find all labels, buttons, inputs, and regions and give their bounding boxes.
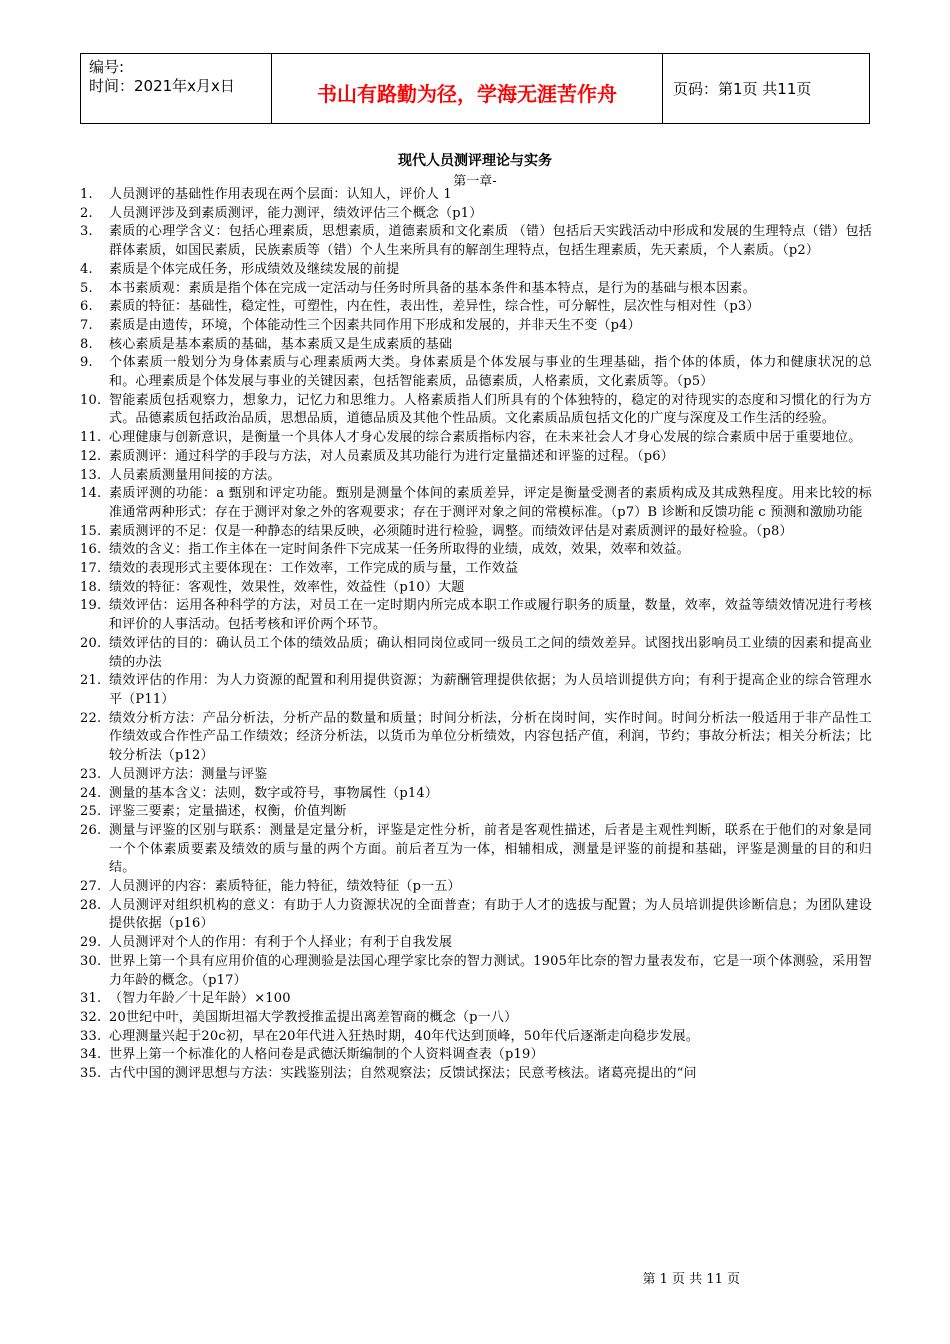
item-text: 智能素质包括观察力，想象力，记忆力和思维力。人格素质指人们所具有的个体独特的，稳定的对待现实的态度和习惯化的行为方式。品德素质包括政治品质，思想品质，道德品质及其他个性品质。文化素质品质包括文化的广度与深度及工作生活的经验。 xyxy=(109,392,872,427)
list-item xyxy=(80,541,872,560)
item-number: 27. xyxy=(80,879,102,895)
list-item xyxy=(80,336,872,355)
item-number: 25. xyxy=(80,804,102,820)
list-item xyxy=(80,1009,872,1028)
item-number: 10. xyxy=(80,392,102,408)
list-item xyxy=(80,597,872,634)
item-number: 23. xyxy=(80,766,102,782)
list-item xyxy=(80,878,872,897)
item-number: 22. xyxy=(80,710,102,726)
list-item xyxy=(80,186,872,205)
item-number: 24. xyxy=(80,785,102,801)
item-number: 1. xyxy=(80,187,93,202)
item-text: 人员测评涉及到素质测评，能力测评，绩效评估三个概念（p1） xyxy=(109,205,483,221)
item-text: 绩效的含义：指工作主体在一定时间条件下完成某一任务所取得的业绩，成效，效果，效率和效益。 xyxy=(109,542,690,558)
list-item xyxy=(80,1065,872,1084)
list-item xyxy=(80,803,872,822)
motto-cell xyxy=(272,54,663,124)
page-info: 页码：第1页 共11页 xyxy=(673,80,812,98)
item-number: 17. xyxy=(80,561,102,577)
list-item xyxy=(80,429,872,448)
item-text: 绩效的特征：客观性，效果性，效率性，效益性（p10）大题 xyxy=(109,579,465,595)
list-item xyxy=(80,822,872,878)
list-item xyxy=(80,934,872,953)
list-item xyxy=(80,579,872,598)
header-table xyxy=(80,53,870,124)
item-number: 12. xyxy=(80,448,102,464)
item-number: 6. xyxy=(80,299,93,315)
item-text: 素质测评的不足：仅是一种静态的结果反映，必须随时进行检验，调整。而绩效评估是对素质测评的最好检验。（p8） xyxy=(109,523,793,539)
item-number: 34. xyxy=(80,1047,102,1063)
item-number: 13. xyxy=(80,467,102,483)
item-text: 20世纪中叶，美国斯坦福大学教授推孟提出离差智商的概念（p一八） xyxy=(109,1009,518,1025)
list-item xyxy=(80,392,872,429)
list-item xyxy=(80,897,872,934)
motto-text: 书山有路勤为径，学海无涯苦作舟 xyxy=(317,82,617,106)
list-item xyxy=(80,205,872,224)
page-info-cell xyxy=(663,54,870,124)
list-item xyxy=(80,467,872,486)
list-item xyxy=(80,523,872,542)
page-footer: 第 1 页 共 11 页 xyxy=(642,1272,740,1287)
item-text: 测量的基本含义：法则，数字或符号，事物属性（p14） xyxy=(109,785,439,801)
list-item xyxy=(80,1046,872,1065)
list-item xyxy=(80,672,872,709)
list-item xyxy=(80,298,872,317)
item-number: 35. xyxy=(80,1066,102,1082)
item-text: 人员测评的基础性作用表现在两个层面：认知人，评价人 1 xyxy=(109,187,452,202)
item-text: 核心素质是基本素质的基础，基本素质又是生成素质的基础 xyxy=(109,336,453,352)
document-title: 现代人员测评理论与实务 xyxy=(398,153,552,169)
list-item xyxy=(80,766,872,785)
item-text: 素质测评：通过科学的手段与方法，对人员素质及其功能行为进行定量描述和评鉴的过程。（p6） xyxy=(109,448,674,464)
item-text: 人员测评对组织机构的意义：有助于人力资源状况的全面普查；有助于人才的选拔与配置；为人员培训提供诊断信息；为团队建设提供依据（p16） xyxy=(109,897,872,932)
item-text: 绩效评估的目的：确认员工个体的绩效品质；确认相同岗位或同一级员工之间的绩效差异。试图找出影响员工业绩的因素和提高业绩的办法 xyxy=(109,635,872,670)
item-number: 28. xyxy=(80,897,102,913)
item-number: 5. xyxy=(80,280,93,296)
list-item xyxy=(80,223,872,260)
item-text: 心理测量兴起于20c初，早在20年代进入狂热时期，40年代达到顶峰，50年代后逐渐走向稳步发展。 xyxy=(109,1028,700,1044)
item-number: 7. xyxy=(80,317,93,333)
item-text: 世界上第一个具有应用价值的心理测验是法国心理学家比奈的智力测试。1905年比奈的智力量表发布，它是一项个体测验，采用智力年龄的概念。（p17） xyxy=(109,953,872,988)
list-item xyxy=(80,354,872,391)
item-text: 绩效的表现形式主要体现在：工作效率，工作完成的质与量，工作效益 xyxy=(109,561,519,577)
item-text: 世界上第一个标准化的人格问卷是武德沃斯编制的个人资料调查表（p19） xyxy=(109,1047,544,1063)
item-number: 2. xyxy=(80,205,93,221)
item-text: 人员测评的内容：素质特征，能力特征，绩效特征（p一五） xyxy=(109,879,461,895)
item-number: 15. xyxy=(80,523,102,539)
item-number: 29. xyxy=(80,935,102,951)
item-number: 32. xyxy=(80,1009,102,1025)
list-item xyxy=(80,953,872,990)
item-text: 素质是个体完成任务，形成绩效及继续发展的前提 xyxy=(109,261,400,277)
item-text: 本书素质观：素质是指个体在完成一定活动与任务时所具备的基本条件和基本特点，是行为的基础与根本因素。 xyxy=(109,280,756,296)
item-text: 素质的心理学含义：包括心理素质，思想素质，道德素质和文化素质 （错）包括后天实践活动中形成和发展的生理特点（错）包括群体素质，如国民素质，民族素质等（错）个人生来所具有的解剖生理特点，包括生理素质，先天素质，个人素质。（p2） xyxy=(109,224,872,259)
chapter-heading: 第一章- xyxy=(453,174,497,189)
item-number: 20. xyxy=(80,635,102,651)
item-number: 30. xyxy=(80,953,102,969)
item-text: 绩效分析方法：产品分析法，分析产品的数量和质量；时间分析法，分析在岗时间，实作时间。时间分析法一般适用于非产品性工作绩效或合作性产品工作绩效；经济分析法，以货币为单位分析绩效，内容包括产值，利润，节约；事故分析法；相关分析法；比较分析法（p12） xyxy=(109,710,872,764)
item-number: 21. xyxy=(80,673,102,689)
item-number: 33. xyxy=(80,1028,102,1044)
item-text: 古代中国的测评思想与方法：实践鉴别法；自然观察法；反馈试探法；民意考核法。诸葛亮提出的“问 xyxy=(109,1066,697,1082)
item-text: 素质评测的功能：a 甄别和评定功能。甄别是测量个体间的素质差异，评定是衡量受测者的素质构成及其成熟程度。用来比较的标准通常两种形式：存在于测评对象之外的客观要求；存在于测评对象之间的常模标准。（p7）B 诊断和反馈功能 c 预测和激励功能 xyxy=(109,486,872,520)
time-label: 时间：2021年x月x日 xyxy=(89,77,235,95)
item-number: 31. xyxy=(80,991,102,1007)
item-text: 测量与评鉴的区别与联系：测量是定量分析，评鉴是定性分析，前者是客观性描述，后者是主观性判断，联系在于他们的对象是同一个个体素质要素及绩效的质与量的两个方面。前后者互为一体，相辅相成，测量是评鉴的前提和基础，评鉴是测量的目的和归结。 xyxy=(109,822,872,876)
item-text: 评鉴三要素；定量描述，权衡，价值判断 xyxy=(109,804,347,820)
item-text: 素质是由遗传，环境，个体能动性三个因素共同作用下形成和发展的，并非天生不变（p4） xyxy=(109,317,641,333)
item-number: 14. xyxy=(80,486,102,502)
list-item xyxy=(80,785,872,804)
item-text: （智力年龄／十足年龄）×100 xyxy=(109,991,291,1007)
item-number: 4. xyxy=(80,261,93,277)
list-item xyxy=(80,560,872,579)
item-number: 19. xyxy=(80,598,102,614)
item-number: 11. xyxy=(80,430,102,446)
item-text: 人员素质测量用间接的方法。 xyxy=(109,467,281,483)
item-text: 素质的特征：基础性，稳定性，可塑性，内在性，表出性，差异性，综合性，可分解性，层次性与相对性（p3） xyxy=(109,299,760,315)
list-item xyxy=(80,261,872,280)
item-text: 绩效评估的作用：为人力资源的配置和利用提供资源；为薪酬管理提供依据；为人员培训提供方向；有利于提高企业的综合管理水平（P11） xyxy=(109,673,872,707)
number-label: 编号: xyxy=(89,58,125,76)
item-number: 16. xyxy=(80,542,102,558)
list-item xyxy=(80,635,872,672)
item-text: 心理健康与创新意识，是衡量一个具体人才身心发展的综合素质指标内容，在未来社会人才身心发展的综合素质中居于重要地位。 xyxy=(109,430,862,446)
list-item xyxy=(80,280,872,299)
list-item xyxy=(80,1028,872,1047)
list-item xyxy=(80,448,872,467)
list-item xyxy=(80,485,872,522)
item-number: 9. xyxy=(80,355,93,371)
list-item xyxy=(80,710,872,766)
item-text: 绩效评估：运用各种科学的方法，对员工在一定时期内所完成本职工作或履行职务的质量，数量，效率，效益等绩效情况进行考核和评价的人事活动。包括考核和评价两个环节。 xyxy=(109,598,872,633)
item-number: 3. xyxy=(80,224,93,240)
item-number: 18. xyxy=(80,579,102,595)
list-item xyxy=(80,317,872,336)
list-item xyxy=(80,990,872,1009)
item-list xyxy=(80,186,872,1084)
header-meta-cell xyxy=(81,54,272,124)
item-number: 8. xyxy=(80,336,93,352)
item-number: 26. xyxy=(80,822,102,838)
item-text: 个体素质一般划分为身体素质与心理素质两大类。身体素质是个体发展与事业的生理基础，指个体的体质，体力和健康状况的总和。心理素质是个体发展与事业的关键因素，包括智能素质，品德素质，人格素质，文化素质等。（p5） xyxy=(109,355,872,390)
item-text: 人员测评方法：测量与评鉴 xyxy=(109,766,268,782)
item-text: 人员测评对个人的作用：有利于个人择业；有利于自我发展 xyxy=(109,935,453,951)
